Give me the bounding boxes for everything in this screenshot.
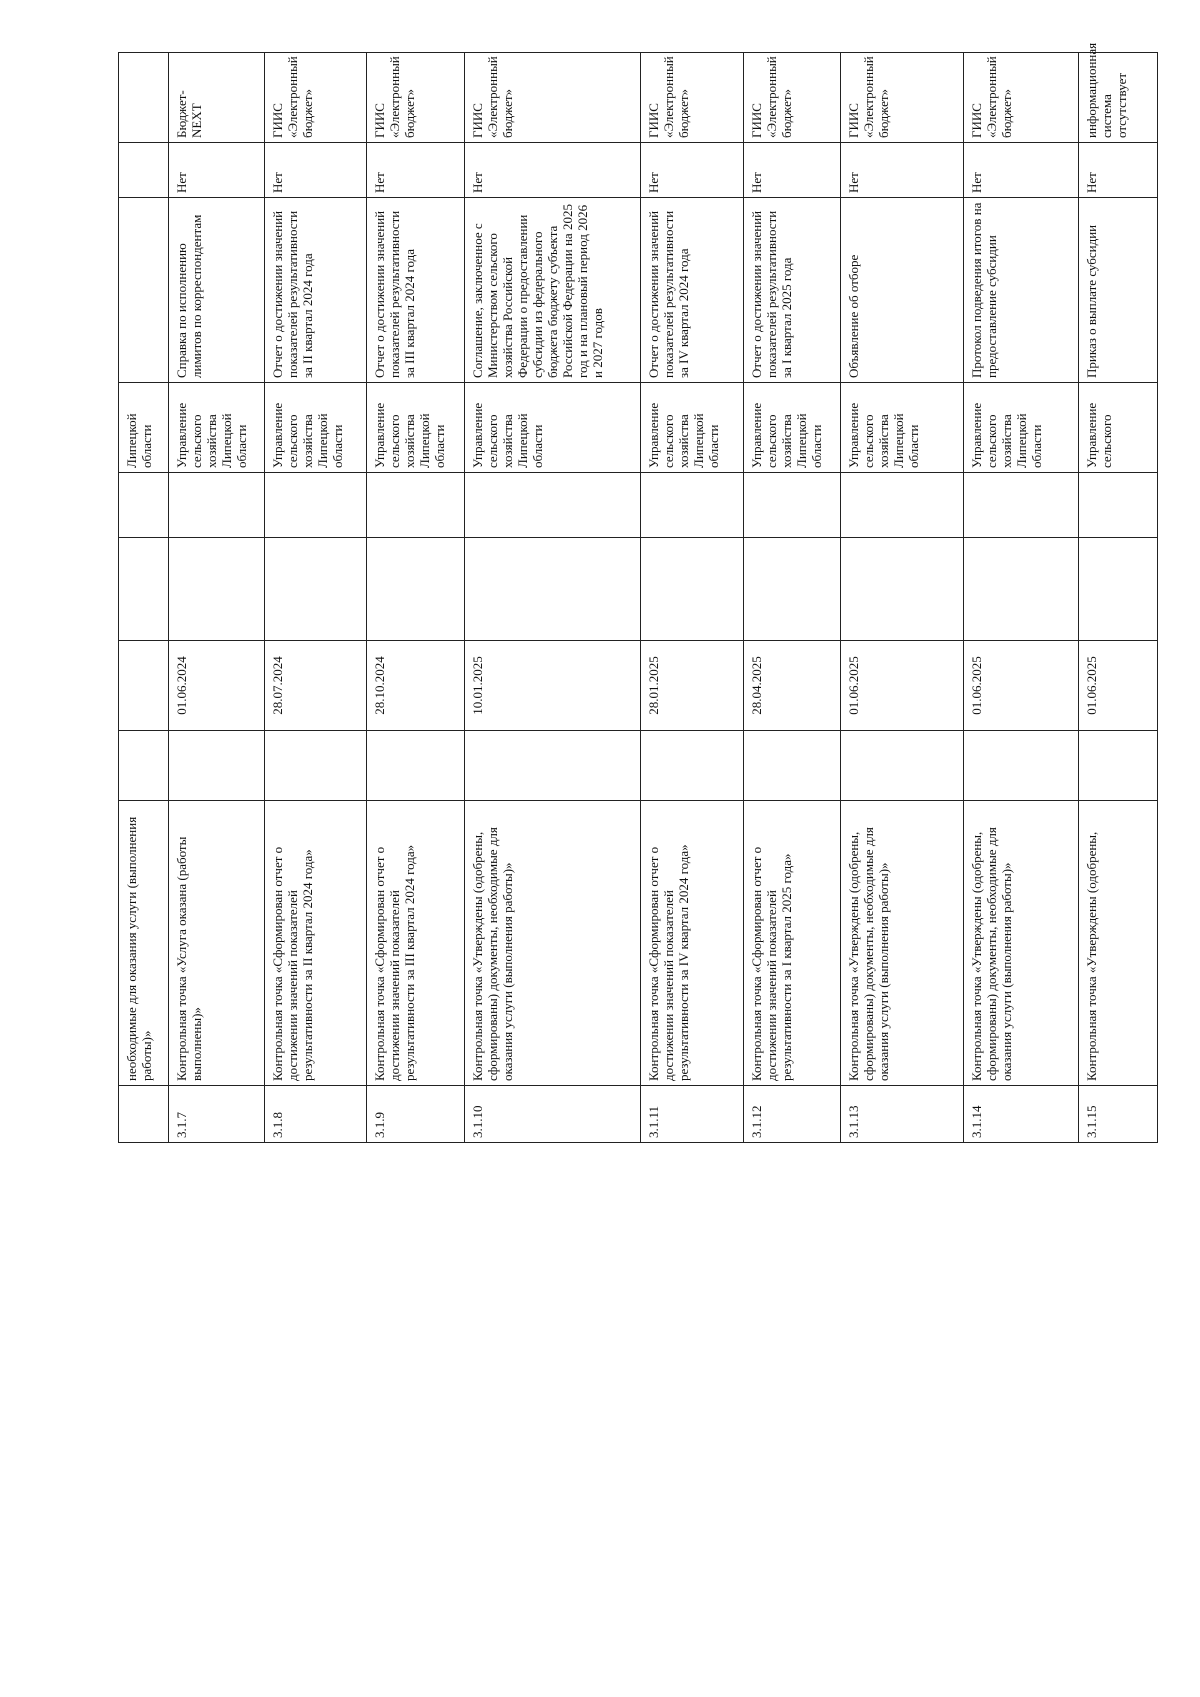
cell-document: Объявление об отборе	[841, 198, 964, 383]
cell-number: 3.1.12	[744, 1086, 841, 1143]
cell-executor: Управление сельского хозяйства Липецкой области	[168, 383, 265, 473]
table-row	[744, 53, 841, 1143]
table-row	[464, 53, 640, 1143]
table-row-continuation	[119, 53, 169, 1143]
cell-empty	[640, 473, 744, 538]
cell-executor: Липецкой области	[119, 383, 169, 473]
cell-confirmation: Нет	[964, 143, 1079, 198]
cell-information-system: ГИИС «Электронный бюджет»	[464, 53, 640, 143]
cell-confirmation: Нет	[464, 143, 640, 198]
cell-empty	[464, 731, 640, 801]
cell-number: 3.1.8	[265, 1086, 366, 1143]
cell-number: 3.1.11	[640, 1086, 744, 1143]
cell-empty	[464, 538, 640, 641]
cell-date: 28.01.2025	[640, 641, 744, 731]
cell-confirmation: Нет	[265, 143, 366, 198]
cell-empty	[119, 53, 169, 143]
cell-empty	[168, 538, 265, 641]
cell-empty	[366, 538, 464, 641]
cell-executor: Управление сельского хозяйства Липецкой области	[841, 383, 964, 473]
cell-date: 28.10.2024	[366, 641, 464, 731]
cell-empty	[1079, 731, 1158, 801]
cell-empty	[640, 538, 744, 641]
cell-control-point: Контрольная точка «Сформирован отчет о достижении значений показателей результативности за IV квартал 2024 года»	[640, 801, 744, 1086]
cell-empty	[464, 473, 640, 538]
cell-empty	[744, 473, 841, 538]
cell-information-system: ГИИС «Электронный бюджет»	[841, 53, 964, 143]
cell-empty	[265, 538, 366, 641]
cell-control-point: Контрольная точка «Утверждены (одобрены, сформированы) документы, необходимые для оказания услуги (выполнения работы)»	[841, 801, 964, 1086]
cell-confirmation: Нет	[640, 143, 744, 198]
table-row	[265, 53, 366, 1143]
cell-confirmation: Нет	[366, 143, 464, 198]
cell-confirmation: Нет	[168, 143, 265, 198]
cell-date: 28.04.2025	[744, 641, 841, 731]
cell-control-point: Контрольная точка «Сформирован отчет о достижении значений показателей результативности за I квартал 2025 года»	[744, 801, 841, 1086]
cell-control-point: Контрольная точка «Сформирован отчет о достижении значений показателей результативности за II квартал 2024 года»	[265, 801, 366, 1086]
cell-date: 01.06.2024	[168, 641, 265, 731]
cell-information-system: ГИИС «Электронный бюджет»	[640, 53, 744, 143]
cell-document: Отчет о достижении значений показателей результативности за IV квартал 2024 года	[640, 198, 744, 383]
rotated-table-container	[118, 42, 1158, 1143]
cell-confirmation: Нет	[1079, 143, 1158, 198]
cell-control-point: Контрольная точка «Услуга оказана (работы выполнены)»	[168, 801, 265, 1086]
cell-empty	[1079, 473, 1158, 538]
table-row	[640, 53, 744, 1143]
cell-control-point: Контрольная точка «Утверждены (одобрены, сформированы) документы, необходимые для оказания услуги (выполнения работы)»	[464, 801, 640, 1086]
cell-control-point: Контрольная точка «Сформирован отчет о достижении значений показателей результативности за III квартал 2024 года»	[366, 801, 464, 1086]
cell-empty	[119, 143, 169, 198]
cell-empty	[366, 731, 464, 801]
cell-document: Справка по исполнению лимитов по корреспондентам	[168, 198, 265, 383]
table-row	[1079, 53, 1158, 1143]
cell-executor: Управление сельского хозяйства Липецкой области	[265, 383, 366, 473]
cell-information-system: Бюджет-NEXT	[168, 53, 265, 143]
cell-number: 3.1.7	[168, 1086, 265, 1143]
cell-empty	[841, 731, 964, 801]
cell-control-point: необходимые для оказания услуги (выполнения работы)»	[119, 801, 169, 1086]
cell-empty	[964, 538, 1079, 641]
cell-date: 01.06.2025	[1079, 641, 1158, 731]
cell-executor: Управление сельского хозяйства Липецкой области	[366, 383, 464, 473]
cell-control-point: Контрольная точка «Утверждены (одобрены,	[1079, 801, 1158, 1086]
cell-empty	[841, 538, 964, 641]
table-row	[964, 53, 1079, 1143]
table-body	[119, 42, 1158, 1143]
cell-number: 3.1.13	[841, 1086, 964, 1143]
cell-empty	[119, 198, 169, 383]
cell-empty	[640, 731, 744, 801]
table-row	[841, 53, 964, 1143]
cell-document: Соглашение, заключенное с Министерством сельского хозяйства Российской Федерации о предоставлении субсидии из федерального бюджета бюджету субъекта Российской Федерации на 2025 год и на плановый период 2026 и 2027 годов	[464, 198, 640, 383]
cell-executor: Управление сельского	[1079, 383, 1158, 473]
cell-document: Приказ о выплате субсидии	[1079, 198, 1158, 383]
control-points-table	[118, 42, 1158, 1143]
cell-executor: Управление сельского хозяйства Липецкой области	[464, 383, 640, 473]
cell-executor: Управление сельского хозяйства Липецкой области	[964, 383, 1079, 473]
cell-information-system: ГИИС «Электронный бюджет»	[366, 53, 464, 143]
cell-confirmation: Нет	[744, 143, 841, 198]
cell-empty	[265, 731, 366, 801]
cell-confirmation: Нет	[841, 143, 964, 198]
cell-control-point: Контрольная точка «Утверждены (одобрены, сформированы) документы, необходимые для оказания услуги (выполнения работы)»	[964, 801, 1079, 1086]
cell-empty	[841, 473, 964, 538]
cell-date: 01.06.2025	[964, 641, 1079, 731]
cell-empty	[119, 473, 169, 538]
cell-empty	[168, 473, 265, 538]
cell-number	[119, 1086, 169, 1143]
cell-empty	[1079, 538, 1158, 641]
cell-information-system: ГИИС «Электронный бюджет»	[744, 53, 841, 143]
table-row	[366, 53, 464, 1143]
cell-executor: Управление сельского хозяйства Липецкой области	[640, 383, 744, 473]
cell-document: Отчет о достижении значений показателей результативности за II квартал 2024 года	[265, 198, 366, 383]
cell-number: 3.1.14	[964, 1086, 1079, 1143]
cell-date: 28.07.2024	[265, 641, 366, 731]
table-row	[168, 53, 265, 1143]
cell-empty	[265, 473, 366, 538]
cell-number: 3.1.15	[1079, 1086, 1158, 1143]
cell-executor: Управление сельского хозяйства Липецкой области	[744, 383, 841, 473]
cell-empty	[168, 731, 265, 801]
cell-empty	[744, 731, 841, 801]
cell-date: 01.06.2025	[841, 641, 964, 731]
cell-empty	[119, 731, 169, 801]
cell-document: Отчет о достижении значений показателей результативности за III квартал 2024 года	[366, 198, 464, 383]
cell-information-system: ГИИС «Электронный бюджет»	[964, 53, 1079, 143]
cell-empty	[744, 538, 841, 641]
cell-date: 10.01.2025	[464, 641, 640, 731]
cell-number: 3.1.10	[464, 1086, 640, 1143]
cell-document: Отчет о достижении значений показателей результативности за I квартал 2025 года	[744, 198, 841, 383]
cell-empty	[366, 473, 464, 538]
cell-empty	[964, 731, 1079, 801]
cell-empty	[119, 538, 169, 641]
cell-information-system: ГИИС «Электронный бюджет»	[265, 53, 366, 143]
cell-empty	[119, 641, 169, 731]
cell-document: Протокол подведения итогов на предоставление субсидии	[964, 198, 1079, 383]
cell-empty	[964, 473, 1079, 538]
cell-number: 3.1.9	[366, 1086, 464, 1143]
cell-information-system: информационная система отсутствует	[1079, 53, 1158, 143]
